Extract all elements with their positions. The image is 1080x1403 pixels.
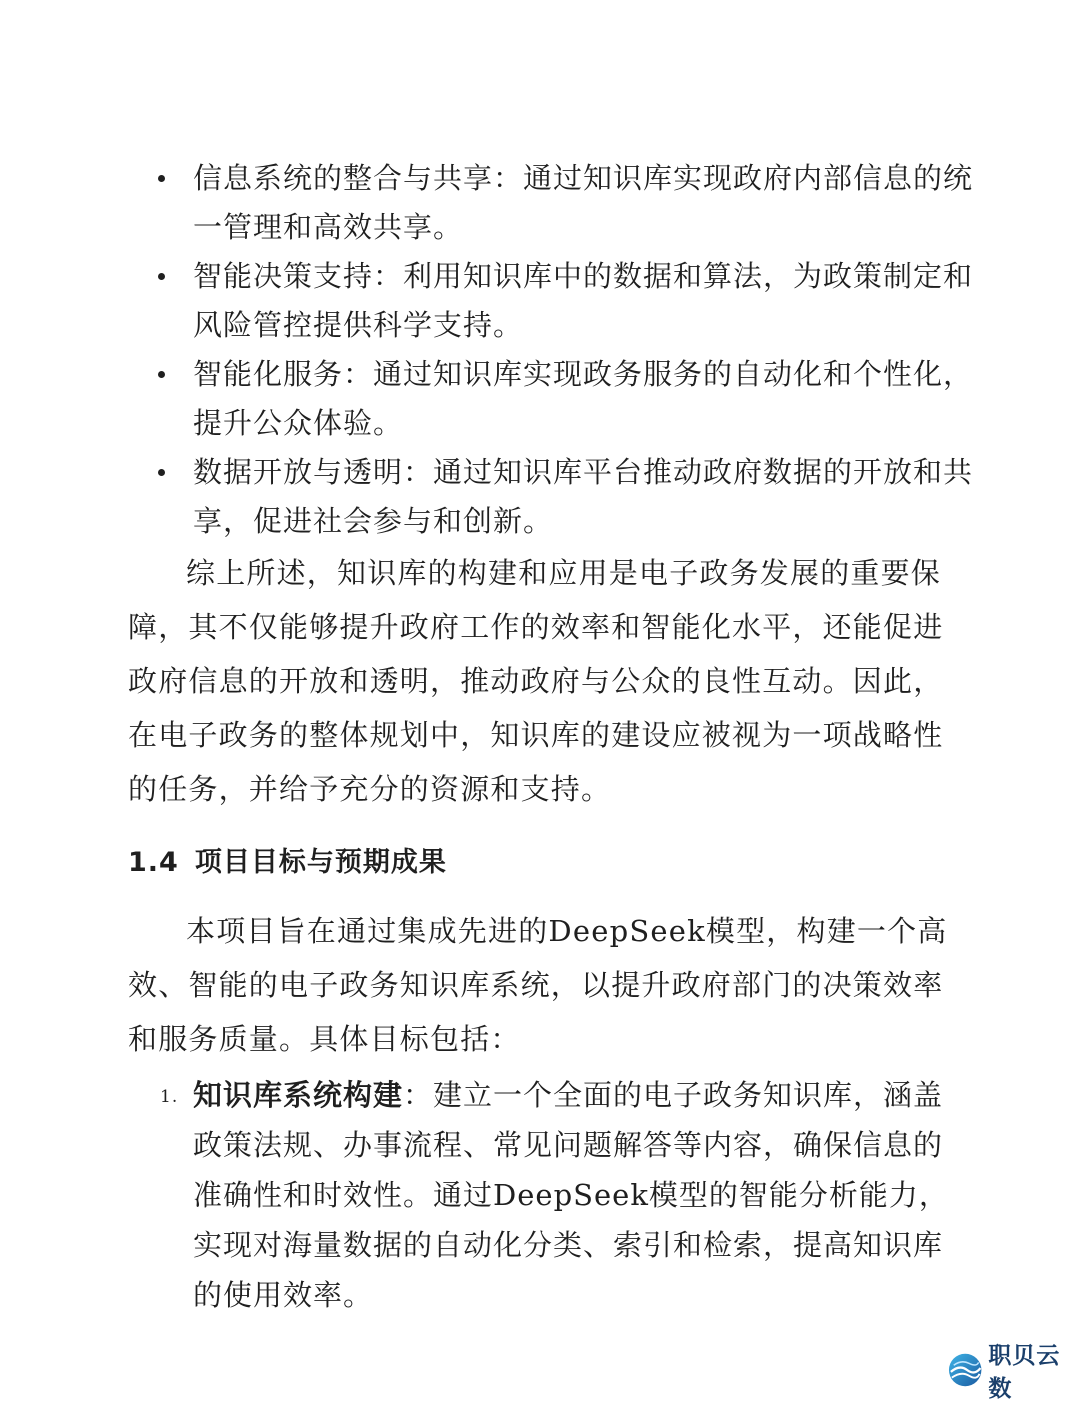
goal-item (150, 1070, 970, 1320)
bullet-list (150, 154, 980, 546)
bullet-item (150, 350, 980, 448)
goals-list (150, 1070, 970, 1320)
goal-marker: 1. (160, 1087, 179, 1107)
bullet-dot-icon (158, 371, 165, 378)
bullet-dot-icon (158, 273, 165, 280)
globe-logo-icon (948, 1352, 982, 1388)
watermark-logo (948, 1343, 1080, 1402)
section-title: 项目目标与预期成果 (194, 847, 447, 878)
goal-title: 知识库系统构建 (193, 1078, 404, 1112)
bullet-text: 信息系统的整合与共享：通过知识库实现政府内部信息的统一管理和高效共享。 (193, 161, 974, 244)
intro-paragraph: 本项目旨在通过集成先进的DeepSeek模型，构建一个高效、智能的电子政务知识库系统，以提升政府部门的决策效率和服务质量。具体目标包括： (128, 914, 948, 1056)
bullet-dot-icon (158, 175, 165, 182)
section-heading (128, 843, 447, 883)
bullet-dot-icon (158, 469, 165, 476)
bullet-text: 数据开放与透明：通过知识库平台推动政府数据的开放和共享，促进社会参与和创新。 (193, 455, 974, 538)
bullet-text: 智能决策支持：利用知识库中的数据和算法，为政策制定和风险管控提供科学支持。 (193, 259, 974, 342)
bullet-item (150, 154, 980, 252)
bullet-item (150, 252, 980, 350)
bullet-text: 智能化服务：通过知识库实现政务服务的自动化和个性化，提升公众体验。 (193, 357, 974, 440)
watermark-text: 职贝云数 (988, 1343, 1061, 1402)
section-number: 1.4 (128, 847, 179, 878)
bullet-item (150, 448, 980, 546)
summary-paragraph: 综上所述，知识库的构建和应用是电子政务发展的重要保障，其不仅能够提升政府工作的效率和智能化水平，还能促进政府信息的开放和透明，推动政府与公众的良性互动。因此，在电子政务的整体规划中，知识库的建设应被视为一项战略性的任务，并给予充分的资源和支持。 (128, 556, 944, 806)
goal-text: ：建立一个全面的电子政务知识库，涵盖政策法规、办事流程、常见问题解答等内容，确保信息的准确性和时效性。通过DeepSeek模型的智能分析能力，实现对海量数据的自动化分类、索引和检索，提高知识库的使用效率。 (193, 1078, 949, 1312)
